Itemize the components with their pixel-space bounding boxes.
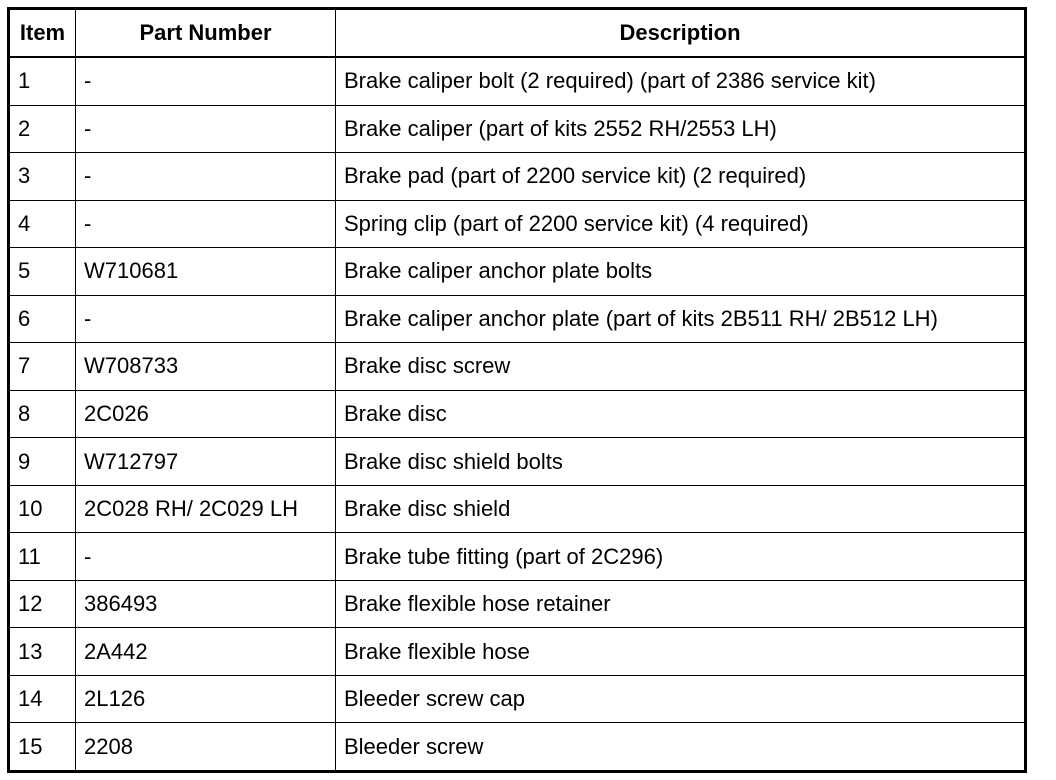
header-item: Item xyxy=(9,9,76,58)
cell-description: Brake caliper (part of kits 2552 RH/2553 LH) xyxy=(336,105,1026,153)
parts-table xyxy=(7,7,1027,773)
cell-item: 11 xyxy=(9,533,76,581)
table-row xyxy=(9,153,1026,201)
cell-item: 7 xyxy=(9,343,76,391)
cell-description: Brake disc shield xyxy=(336,485,1026,533)
cell-item: 5 xyxy=(9,248,76,296)
table-row xyxy=(9,675,1026,723)
cell-item: 8 xyxy=(9,390,76,438)
cell-description: Brake disc screw xyxy=(336,343,1026,391)
table-row xyxy=(9,295,1026,343)
cell-part-number: 2L126 xyxy=(76,675,336,723)
table-row xyxy=(9,343,1026,391)
cell-item: 4 xyxy=(9,200,76,248)
cell-part-number: - xyxy=(76,295,336,343)
cell-item: 3 xyxy=(9,153,76,201)
table-body xyxy=(9,57,1026,772)
table-row xyxy=(9,438,1026,486)
cell-description: Brake pad (part of 2200 service kit) (2 required) xyxy=(336,153,1026,201)
table-row xyxy=(9,105,1026,153)
cell-description: Brake caliper anchor plate (part of kits 2B511 RH/ 2B512 LH) xyxy=(336,295,1026,343)
cell-part-number: W710681 xyxy=(76,248,336,296)
table-row xyxy=(9,57,1026,105)
cell-description: Bleeder screw xyxy=(336,723,1026,772)
header-description: Description xyxy=(336,9,1026,58)
cell-description: Brake caliper bolt (2 required) (part of 2386 service kit) xyxy=(336,57,1026,105)
cell-item: 13 xyxy=(9,628,76,676)
cell-part-number: - xyxy=(76,200,336,248)
table-row xyxy=(9,580,1026,628)
cell-part-number: 2208 xyxy=(76,723,336,772)
table-header-row xyxy=(9,9,1026,58)
cell-part-number: W708733 xyxy=(76,343,336,391)
cell-item: 1 xyxy=(9,57,76,105)
cell-part-number: 2C026 xyxy=(76,390,336,438)
cell-description: Brake tube fitting (part of 2C296) xyxy=(336,533,1026,581)
cell-item: 15 xyxy=(9,723,76,772)
table-row xyxy=(9,390,1026,438)
cell-item: 9 xyxy=(9,438,76,486)
table-row xyxy=(9,533,1026,581)
cell-item: 12 xyxy=(9,580,76,628)
cell-part-number: 386493 xyxy=(76,580,336,628)
cell-part-number: - xyxy=(76,533,336,581)
cell-description: Brake caliper anchor plate bolts xyxy=(336,248,1026,296)
cell-part-number: - xyxy=(76,105,336,153)
cell-part-number: - xyxy=(76,153,336,201)
table-row xyxy=(9,723,1026,772)
cell-description: Brake flexible hose xyxy=(336,628,1026,676)
cell-part-number: W712797 xyxy=(76,438,336,486)
table-row xyxy=(9,628,1026,676)
cell-item: 10 xyxy=(9,485,76,533)
cell-part-number: - xyxy=(76,57,336,105)
cell-item: 2 xyxy=(9,105,76,153)
table-row xyxy=(9,485,1026,533)
cell-description: Brake disc shield bolts xyxy=(336,438,1026,486)
cell-description: Brake flexible hose retainer xyxy=(336,580,1026,628)
header-part-number: Part Number xyxy=(76,9,336,58)
cell-part-number: 2A442 xyxy=(76,628,336,676)
cell-item: 14 xyxy=(9,675,76,723)
cell-item: 6 xyxy=(9,295,76,343)
cell-description: Bleeder screw cap xyxy=(336,675,1026,723)
cell-part-number: 2C028 RH/ 2C029 LH xyxy=(76,485,336,533)
table-row xyxy=(9,248,1026,296)
table-row xyxy=(9,200,1026,248)
cell-description: Spring clip (part of 2200 service kit) (4 required) xyxy=(336,200,1026,248)
cell-description: Brake disc xyxy=(336,390,1026,438)
